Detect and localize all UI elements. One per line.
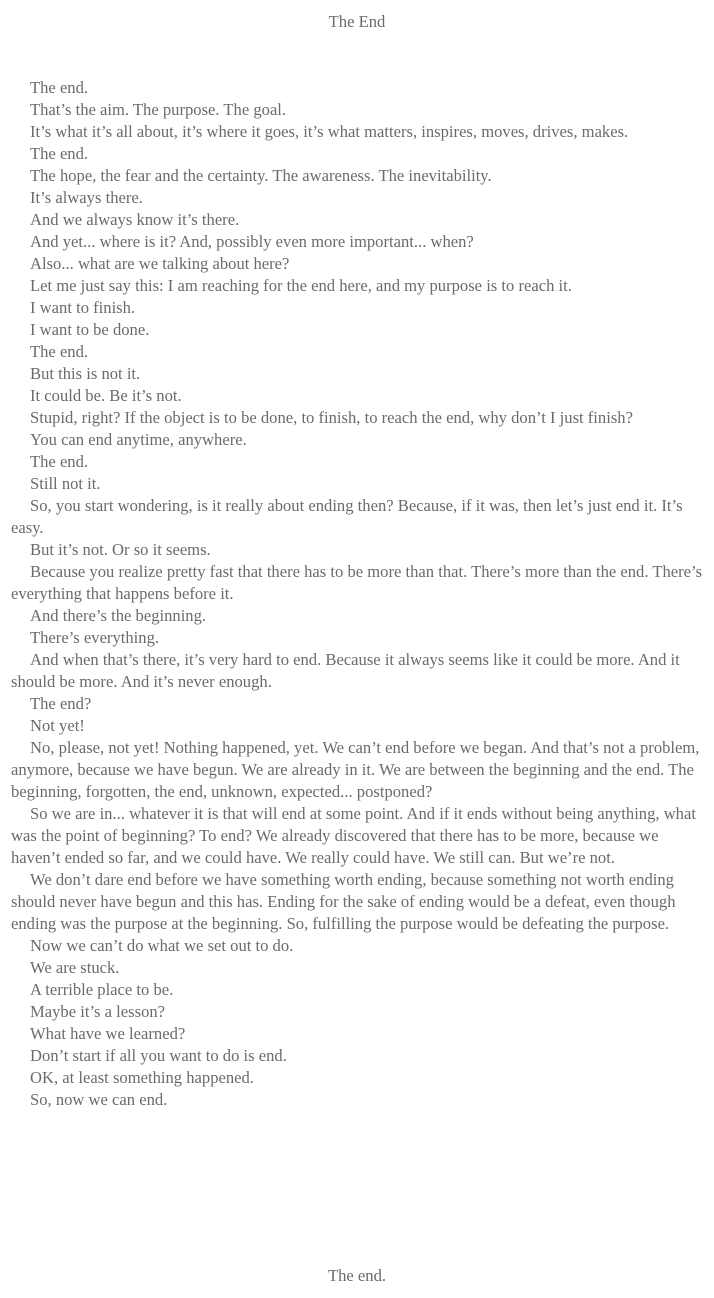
paragraph: Let me just say this: I am reaching for the end here, and my purpose is to reach it. bbox=[30, 276, 572, 295]
paragraph: It’s always there. bbox=[30, 188, 143, 207]
paragraph: No, please, not yet! Nothing happened, yet. We can’t end before we began. And that’s not a problem, anymore, because we have begun. We are already in it. We are between the beginning and the end. The beginning, forgotten, the end, unknown, expected... postponed? bbox=[11, 738, 700, 801]
paragraph: The end. bbox=[30, 78, 89, 97]
paragraph: We don’t dare end before we have something worth ending, because something not worth ending should never have begun and this has. Ending for the sake of ending would be a defeat, even though ending was the purpose at the beginning. So, fulfilling the purpose would be defeating the purpose. bbox=[11, 870, 676, 933]
paragraph: That’s the aim. The purpose. The goal. bbox=[30, 100, 287, 119]
paragraph: Not yet! bbox=[30, 716, 85, 735]
paragraph: The end. bbox=[30, 342, 89, 361]
paragraph: Still not it. bbox=[30, 474, 101, 493]
paragraph: The end. bbox=[30, 144, 89, 163]
paragraph: But it’s not. Or so it seems. bbox=[30, 540, 211, 559]
paragraph: The end. bbox=[30, 452, 89, 471]
paragraph: But this is not it. bbox=[30, 364, 141, 383]
paragraph: It could be. Be it’s not. bbox=[30, 386, 182, 405]
paragraph: It’s what it’s all about, it’s where it goes, it’s what matters, inspires, moves, drives, makes. bbox=[30, 122, 629, 141]
paragraph: And we always know it’s there. bbox=[30, 210, 240, 229]
paragraph: Maybe it’s a lesson? bbox=[30, 1002, 166, 1021]
closing-line: The end. bbox=[327, 1266, 387, 1285]
paragraph: We are stuck. bbox=[30, 958, 120, 977]
document-body bbox=[11, 77, 706, 1111]
paragraph: And yet... where is it? And, possibly even more important... when? bbox=[30, 232, 474, 251]
paragraph: Also... what are we talking about here? bbox=[30, 254, 290, 273]
paragraph: A terrible place to be. bbox=[30, 980, 174, 999]
paragraph: So, now we can end. bbox=[30, 1090, 168, 1109]
paragraph: Because you realize pretty fast that there has to be more than that. There’s more than the end. There’s everything that happens before it. bbox=[11, 562, 703, 603]
paragraph: So we are in... whatever it is that will end at some point. And if it ends without being anything, what was the point of beginning? To end? We already discovered that there has to be more, because we haven’t ended so far, and we could have. We really could have. We still can. But we’re not. bbox=[11, 804, 696, 867]
paragraph: Don’t start if all you want to do is end. bbox=[30, 1046, 287, 1065]
paragraph: Now we can’t do what we set out to do. bbox=[30, 936, 294, 955]
paragraph: Stupid, right? If the object is to be done, to finish, to reach the end, why don’t I just finish? bbox=[30, 408, 633, 427]
paragraph: The hope, the fear and the certainty. The awareness. The inevitability. bbox=[30, 166, 492, 185]
paragraph: I want to be done. bbox=[30, 320, 150, 339]
paragraph: And when that’s there, it’s very hard to end. Because it always seems like it could be more. And it should be more. And it’s never enough. bbox=[11, 650, 680, 691]
paragraph: The end? bbox=[30, 694, 92, 713]
paragraph: And there’s the beginning. bbox=[30, 606, 207, 625]
paragraph: I want to finish. bbox=[30, 298, 136, 317]
paragraph: What have we learned? bbox=[30, 1024, 186, 1043]
paragraph: OK, at least something happened. bbox=[30, 1068, 254, 1087]
paragraph: You can end anytime, anywhere. bbox=[30, 430, 247, 449]
paragraph: So, you start wondering, is it really about ending then? Because, if it was, then let’s just end it. It’s easy. bbox=[11, 496, 683, 537]
document-title: The End bbox=[328, 12, 386, 31]
paragraph: There’s everything. bbox=[30, 628, 160, 647]
